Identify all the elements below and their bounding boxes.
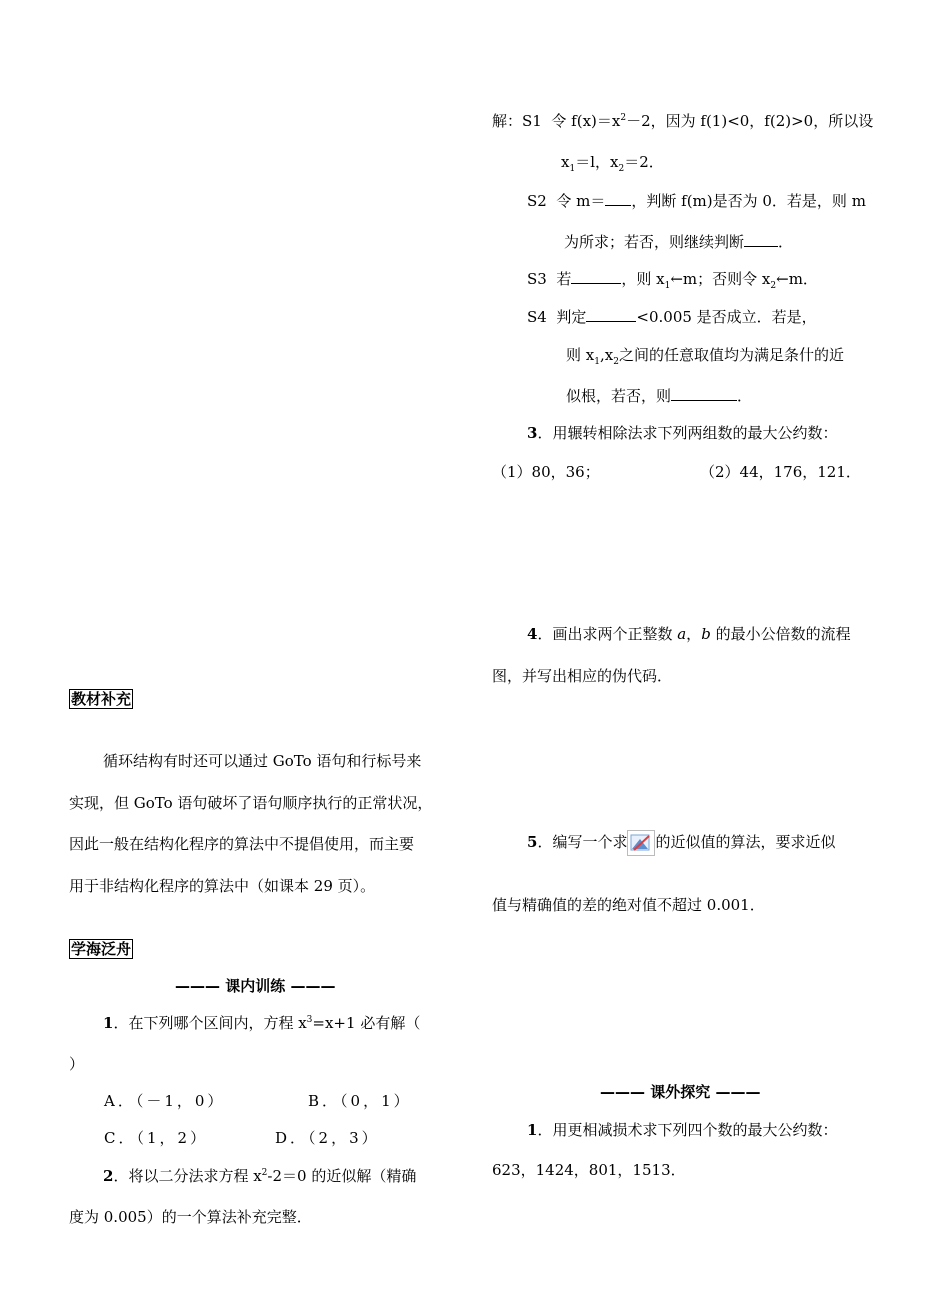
s1-continuation: $x_1=l$，$x_2=2$． [561,153,664,174]
xuehai-heading: 学海泛舟 [71,940,132,958]
blank-s4b [671,385,737,401]
question-4-continuation: 图，并写出相应的伪代码． [492,667,673,685]
section-title-extracurricular: ——— 课外探究 ——— [600,1083,761,1101]
question-2: 2．将以二分法求方程 $x^2-2=0$ 的近似解（精确 [103,1167,417,1185]
option-d: D．（2，3） [275,1129,380,1147]
s4-line: S4 判定 <0.005 是否成立．若是， [527,308,817,326]
blank-s2b [744,231,778,247]
s1-line: 解：S1 令 $f(x)=x^2-2$，因为 f(1)<0，f(2)>0，所以设 [492,112,874,130]
extra-question-1: 1．用更相减损术求下列四个数的最大公约数： [527,1121,838,1139]
supplement-heading: 教材补充 [71,690,132,708]
blank-s4 [586,306,636,322]
extra-question-1-continuation: 623，1424，801，1513． [492,1161,686,1179]
broken-image-icon [627,830,655,856]
option-a: A．（－1，0） [104,1092,226,1110]
paragraph-line-3: 因此一般在结构化程序的算法中不提倡使用，而主要 [69,835,415,853]
s3-line: S3 若 ，则 $x_1\leftarrow m$；否则令 $x_2\leftarrow m$． [527,270,818,291]
question-3: 3．用辗转相除法求下列两组数的最大公约数： [527,424,838,442]
option-c: C．（1，2） [104,1129,209,1147]
question-5-continuation: 值与精确值的差的绝对值不超过 0.001． [492,896,765,914]
question-5: 5．编写一个求 的近似值的算法，要求近似 [527,829,835,856]
s4-continuation-1: 则 $x_1,x_2$之间的任意取值均为满足条什的近 [566,346,844,367]
paragraph-line-1: 循环结构有时还可以通过 GoTo 语句和行标号来 [103,752,422,770]
question-2-continuation: 度为 0.005）的一个算法补充完整． [69,1208,312,1226]
option-b: B．（0，1） [308,1092,412,1110]
paragraph-line-2: 实现，但 GoTo 语句破坏了语句顺序执行的正常状况， [69,794,433,812]
question-3-part-a: （1）80，36； [492,463,600,481]
blank-s2 [605,190,631,206]
section-title-in-class: ——— 课内训练 ——— [175,977,336,995]
s2-line: S2 令 m＝ ，判断 f(m)是否为 0．若是，则 m [527,192,866,210]
question-3-part-b: （2）44，176，121． [700,463,861,481]
question-4: 4．画出求两个正整数 a，b 的最小公倍数的流程 [527,625,851,643]
question-1-continuation: ） [69,1055,85,1073]
blank-s3 [571,268,621,284]
s4-continuation-2: 似根，若否，则 ． [566,387,753,405]
paragraph-line-4: 用于非结构化程序的算法中（如课本 29 页）。 [69,877,376,895]
s2-continuation: 为所求；若否，则继续判断 ． [564,233,794,251]
question-1: 1．在下列哪个区间内，方程 $x^3=x+1$ 必有解（ [103,1014,421,1032]
